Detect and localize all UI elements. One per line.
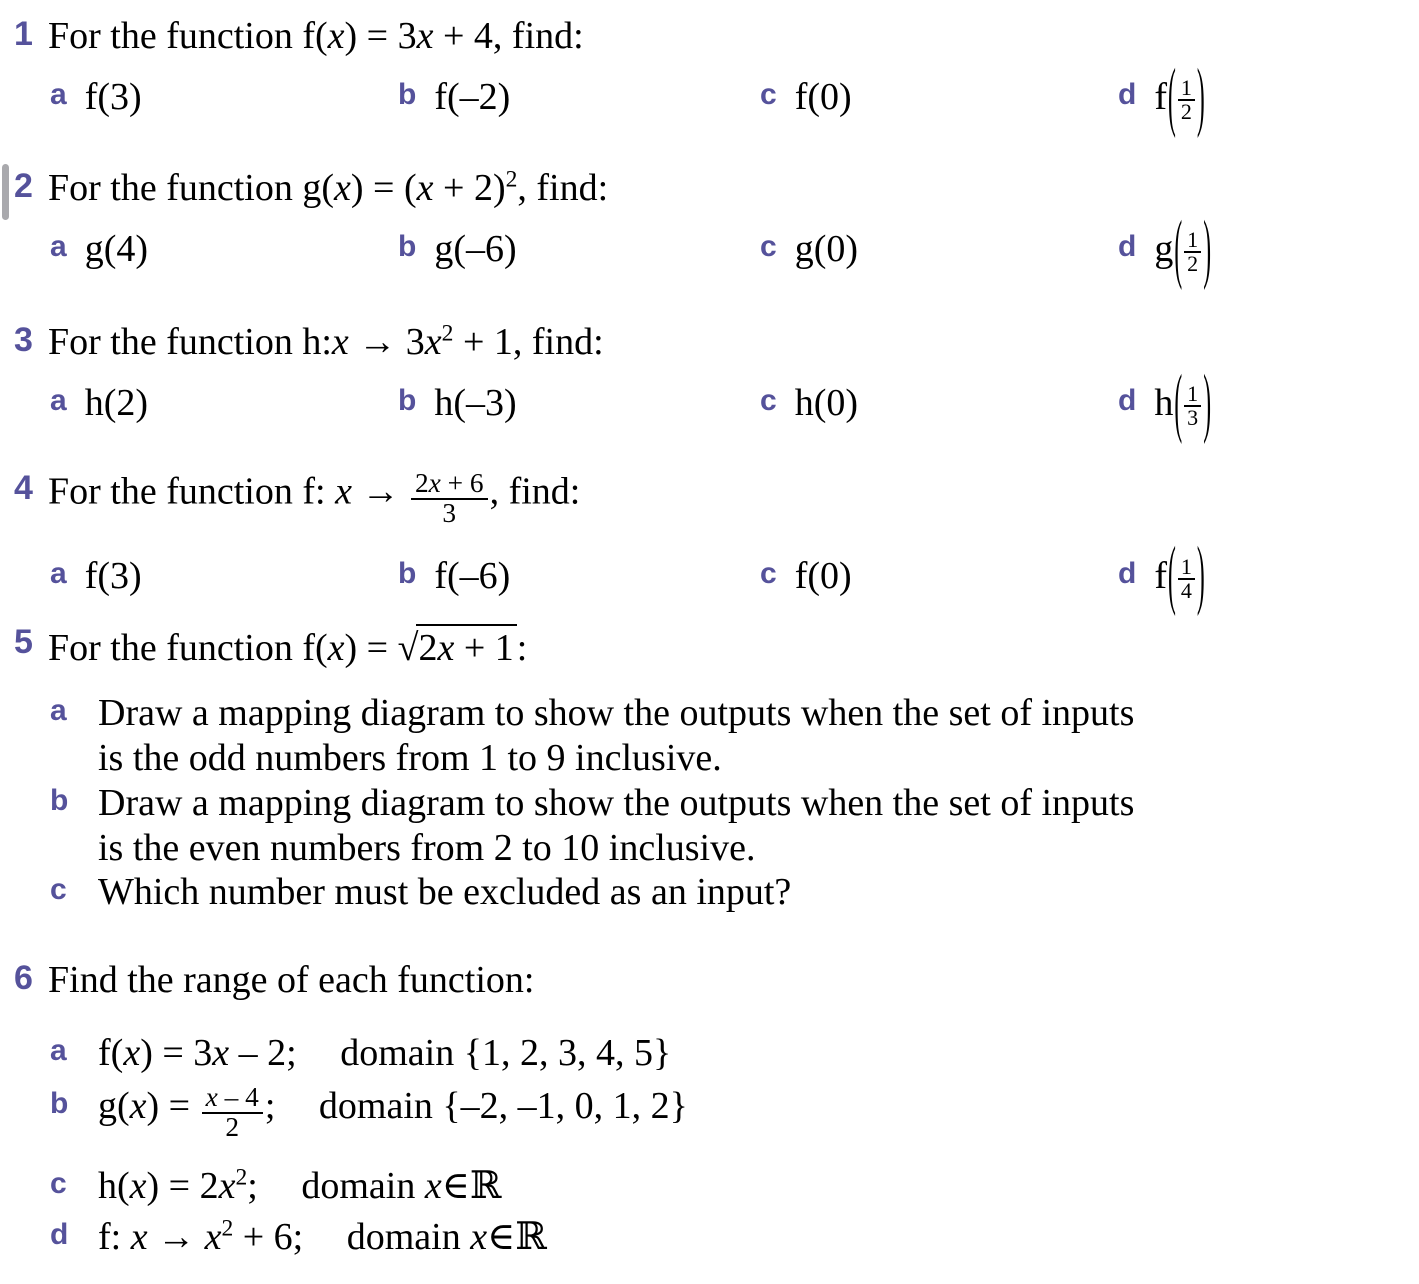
- q6c-domain-set: ℝ: [469, 1165, 502, 1207]
- q4-part-d-fraction: [1178, 556, 1195, 602]
- question-1: [0, 16, 1419, 141]
- q1-stem-mid: ) = 3: [344, 15, 417, 57]
- q6-part-c-letter: c: [50, 1167, 67, 1200]
- q4-part-a-letter: a: [50, 556, 67, 590]
- q6b-fraction: [202, 1084, 263, 1142]
- question-6-number: 6: [14, 959, 33, 997]
- q6b-fn-mid: ) =: [146, 1084, 200, 1127]
- q4-part-a: [50, 554, 142, 600]
- q6b-fn-var: x: [129, 1084, 147, 1127]
- q2-part-b-letter: b: [398, 230, 417, 264]
- q3-part-d-letter: d: [1118, 384, 1137, 418]
- q3-stem-var: x: [331, 321, 349, 363]
- q6-part-c: [0, 1164, 1419, 1209]
- q1-part-b-expression: f(–2): [434, 76, 511, 119]
- left-paren-icon: (: [1167, 54, 1176, 141]
- q3-part-b: [398, 381, 517, 427]
- q5-part-b: [0, 781, 1419, 826]
- q6-part-d-function: [98, 1216, 303, 1258]
- q4-part-c: [760, 554, 852, 600]
- q2-stem-suffix: + 2): [433, 167, 506, 209]
- q6-part-a-letter: a: [50, 1034, 67, 1068]
- q5-part-a-line2: is the odd numbers from 1 to 9 inclusive.: [98, 736, 722, 779]
- q6d-fn-suffix: + 6;: [233, 1215, 304, 1258]
- q1-part-d-letter: d: [1118, 78, 1137, 112]
- question-4-stem: [0, 470, 1419, 528]
- q6-part-d: [0, 1215, 1419, 1260]
- q2-stem-prefix: For the function g(: [48, 167, 335, 209]
- q3-part-d-fraction: [1184, 383, 1201, 429]
- question-3: [0, 322, 1419, 447]
- q6-part-a-function: [98, 1032, 297, 1074]
- q3-part-b-letter: b: [398, 384, 417, 418]
- q6-part-b: [0, 1084, 1419, 1142]
- q2-part-a-expression: g(4): [84, 228, 148, 271]
- question-5-number: 5: [14, 623, 33, 661]
- q6d-domain-label: domain: [346, 1215, 461, 1258]
- radical-icon: √: [397, 627, 419, 669]
- q4-frac-num-var: x: [428, 468, 441, 498]
- q6d-fn-exponent: 2: [221, 1215, 234, 1242]
- question-2-parts: [0, 206, 1419, 293]
- q5-rad-var: x: [437, 627, 455, 669]
- q1-part-c-letter: c: [760, 78, 777, 112]
- q1-part-b-letter: b: [398, 78, 417, 112]
- q4-stem-var: x: [335, 470, 352, 513]
- q6c-fn-var2: x: [218, 1165, 236, 1207]
- q2-part-d: [1118, 206, 1212, 293]
- q6d-domain-rel: ∈: [487, 1215, 516, 1258]
- q2-stem-tail: , find:: [517, 167, 609, 209]
- q1-stem-var2: x: [416, 15, 434, 57]
- q2-stem-exponent: 2: [505, 166, 518, 193]
- q3-part-a-letter: a: [50, 384, 67, 418]
- q6b-fn-prefix: g(: [98, 1084, 130, 1127]
- q2-part-b-expression: g(–6): [434, 228, 517, 271]
- q6d-fn-var: x: [130, 1215, 148, 1258]
- q6c-fn-prefix: h(: [98, 1165, 130, 1207]
- question-3-stem: [0, 322, 1419, 363]
- right-paren-icon: ): [1203, 206, 1212, 293]
- q6d-fn-var2: x: [204, 1215, 222, 1258]
- q4-stem-prefix: For the function f:: [48, 470, 336, 513]
- question-6: [0, 960, 1419, 1260]
- q3-part-d-expression: [1154, 360, 1212, 447]
- q6b-domain-label: domain: [318, 1084, 433, 1127]
- q3-stem-prefix: For the function h:: [48, 321, 332, 363]
- q1-part-b: [398, 75, 510, 121]
- q3-part-d-paren-group: [1173, 360, 1212, 447]
- q1-stem-prefix: For the function f(: [48, 15, 328, 57]
- q3-part-c: [760, 381, 858, 427]
- q6d-domain-set: ℝ: [515, 1215, 547, 1258]
- q6b-frac-num-tail: – 4: [217, 1082, 259, 1113]
- q3-part-d-denominator: 3: [1187, 405, 1199, 431]
- q2-part-d-numerator: 1: [1184, 229, 1201, 253]
- left-paren-icon: (: [1174, 360, 1183, 447]
- q2-part-d-fraction: [1184, 229, 1201, 275]
- q2-stem-var: x: [334, 167, 351, 209]
- question-2-stem: [0, 168, 1419, 209]
- q5-stem-mid: ) =: [344, 627, 398, 669]
- q6d-domain-var: x: [470, 1215, 488, 1258]
- q4-part-d-numerator: 1: [1178, 556, 1195, 580]
- q1-part-a-letter: a: [50, 78, 67, 112]
- left-paren-icon: (: [1167, 533, 1176, 620]
- q4-part-b-expression: f(–6): [434, 554, 511, 597]
- q1-stem-var: x: [327, 15, 345, 57]
- q4-frac-num-tail: + 6: [440, 468, 484, 498]
- question-4: [0, 470, 1419, 620]
- question-5: [0, 624, 1419, 915]
- question-1-number: 1: [14, 15, 33, 53]
- q2-part-d-paren-group: [1173, 206, 1212, 293]
- question-2: [0, 168, 1419, 293]
- q5-rad-tail: + 1: [454, 627, 514, 669]
- q3-part-a: [50, 381, 148, 427]
- question-3-parts: [0, 360, 1419, 447]
- q6c-domain-var: x: [424, 1165, 442, 1207]
- q6a-domain-label: domain: [340, 1032, 455, 1075]
- left-paren-icon: (: [1174, 206, 1183, 293]
- q6b-domain-value: {–2, –1, 0, 1, 2}: [442, 1084, 688, 1127]
- q3-part-d: [1118, 360, 1212, 447]
- q6a-fn-var: x: [123, 1032, 141, 1075]
- q5-part-c-letter: c: [50, 873, 67, 907]
- q6d-fn-prefix: f:: [98, 1215, 131, 1258]
- q3-part-b-expression: h(–3): [434, 382, 517, 425]
- q2-part-d-denominator: 2: [1187, 251, 1199, 277]
- q2-part-c-letter: c: [760, 230, 777, 264]
- q1-part-a-expression: f(3): [84, 76, 142, 119]
- q6b-fn-suffix: ;: [264, 1084, 276, 1127]
- q1-part-d-paren-group: [1167, 54, 1206, 141]
- q6c-fn-suffix: ;: [247, 1165, 258, 1207]
- question-2-number: 2: [14, 167, 33, 205]
- question-1-parts: [0, 54, 1419, 141]
- q4-part-d: [1118, 533, 1206, 620]
- q5-part-b-line1: Draw a mapping diagram to show the outputs when the set of inputs: [98, 781, 1135, 824]
- question-3-number: 3: [14, 321, 33, 359]
- q4-part-d-letter: d: [1118, 556, 1137, 590]
- q1-part-d-numerator: 1: [1178, 77, 1195, 101]
- q4-stem-mid: →: [351, 470, 409, 513]
- q6a-fn-mid: ) = 3: [140, 1032, 213, 1075]
- q6a-fn-var2: x: [212, 1032, 230, 1075]
- question-1-stem: [0, 16, 1419, 57]
- q2-part-b: [398, 227, 517, 273]
- q4-part-c-expression: f(0): [794, 554, 852, 597]
- q4-frac-num-coef: 2: [414, 468, 429, 498]
- q5-rad-coef: 2: [418, 627, 438, 669]
- q2-part-d-letter: d: [1118, 230, 1137, 264]
- q5-radical-body: [416, 624, 516, 669]
- q4-part-d-denominator: 4: [1180, 578, 1192, 604]
- q6-part-b-function: [98, 1082, 276, 1143]
- q1-part-a: [50, 75, 142, 121]
- q1-part-d-denominator: 2: [1180, 99, 1192, 125]
- q1-part-c: [760, 75, 852, 121]
- q6b-frac-num-var: x: [205, 1082, 218, 1113]
- question-4-number: 4: [14, 469, 33, 507]
- q1-part-c-expression: f(0): [794, 76, 852, 119]
- q2-stem-var2: x: [416, 167, 434, 209]
- q4-part-d-fn: f: [1154, 554, 1167, 597]
- q6-part-d-letter: d: [50, 1217, 69, 1251]
- q5-part-a: [0, 691, 1419, 736]
- q2-part-d-fn: g: [1154, 228, 1174, 271]
- q6c-fn-var: x: [129, 1165, 147, 1207]
- q4-part-c-letter: c: [760, 556, 777, 590]
- q6-part-a: [0, 1031, 1419, 1076]
- q1-stem-suffix: + 4, find:: [433, 15, 584, 57]
- q4-part-b: [398, 554, 510, 600]
- q3-part-a-expression: h(2): [84, 382, 148, 425]
- q3-stem-exponent: 2: [441, 320, 454, 347]
- q2-part-d-expression: [1154, 206, 1212, 293]
- q4-fraction-numerator: [411, 470, 488, 500]
- q3-part-d-numerator: 1: [1184, 383, 1201, 407]
- q5-part-c-line1: Which number must be excluded as an input?: [98, 871, 792, 914]
- q6b-fraction-numerator: [202, 1084, 263, 1114]
- q2-stem-mid: ) = (: [350, 167, 417, 209]
- q3-stem-mid: → 3: [348, 321, 425, 363]
- q1-part-d-fn: f: [1154, 76, 1167, 119]
- q6a-domain-value: {1, 2, 3, 4, 5}: [463, 1032, 672, 1075]
- q4-part-a-expression: f(3): [84, 554, 142, 597]
- q1-part-d-expression: [1154, 54, 1205, 141]
- question-6-stem: [0, 960, 1419, 1001]
- q4-part-b-letter: b: [398, 556, 417, 590]
- q5-stem-var: x: [327, 627, 345, 669]
- q5-part-a-line1: Draw a mapping diagram to show the outputs when the set of inputs: [98, 692, 1135, 735]
- q6a-fn-suffix: – 2;: [229, 1032, 297, 1075]
- q6c-domain-rel: ∈: [441, 1165, 470, 1207]
- q5-radical: [398, 624, 517, 669]
- q3-part-c-expression: h(0): [794, 382, 858, 425]
- q6-stem-text: Find the range of each function:: [48, 959, 535, 1001]
- q6b-fraction-denominator: 2: [225, 1112, 240, 1143]
- q4-fraction-denominator: 3: [442, 497, 457, 528]
- q6-part-c-function: [98, 1165, 258, 1207]
- q3-part-c-letter: c: [760, 384, 777, 418]
- question-5-stem: [0, 624, 1419, 669]
- q5-part-a-letter: a: [50, 694, 67, 728]
- q4-part-d-paren-group: [1167, 533, 1206, 620]
- question-4-parts: [0, 533, 1419, 620]
- q5-part-c: [0, 870, 1419, 915]
- q6-part-b-letter: b: [50, 1086, 69, 1120]
- q2-part-c-expression: g(0): [794, 228, 858, 271]
- q4-fraction: [411, 470, 488, 528]
- q1-part-d: [1118, 54, 1206, 141]
- q1-part-d-fraction: [1178, 77, 1195, 123]
- q4-part-d-expression: [1154, 533, 1205, 620]
- q4-stem-suffix: , find:: [489, 470, 581, 513]
- q2-part-a: [50, 227, 148, 273]
- q5-part-b-letter: b: [50, 783, 69, 817]
- q6c-domain-label: domain: [301, 1165, 416, 1207]
- q3-stem-suffix: + 1, find:: [453, 321, 604, 363]
- q6c-fn-exponent: 2: [235, 1164, 248, 1191]
- q3-part-d-fn: h: [1154, 382, 1174, 425]
- right-paren-icon: ): [1203, 360, 1212, 447]
- q5-part-b-line2: is the even numbers from 2 to 10 inclusive.: [98, 826, 756, 869]
- q6a-fn-prefix: f(: [98, 1032, 124, 1075]
- right-paren-icon: ): [1196, 533, 1205, 620]
- q6d-fn-mid: →: [147, 1215, 205, 1258]
- q2-part-c: [760, 227, 858, 273]
- q6c-fn-mid: ) = 2: [146, 1165, 219, 1207]
- q2-part-a-letter: a: [50, 230, 67, 264]
- q5-stem-suffix: :: [516, 627, 528, 669]
- right-paren-icon: ): [1196, 54, 1205, 141]
- q5-stem-prefix: For the function f(: [48, 627, 328, 669]
- q3-stem-var2: x: [424, 321, 442, 363]
